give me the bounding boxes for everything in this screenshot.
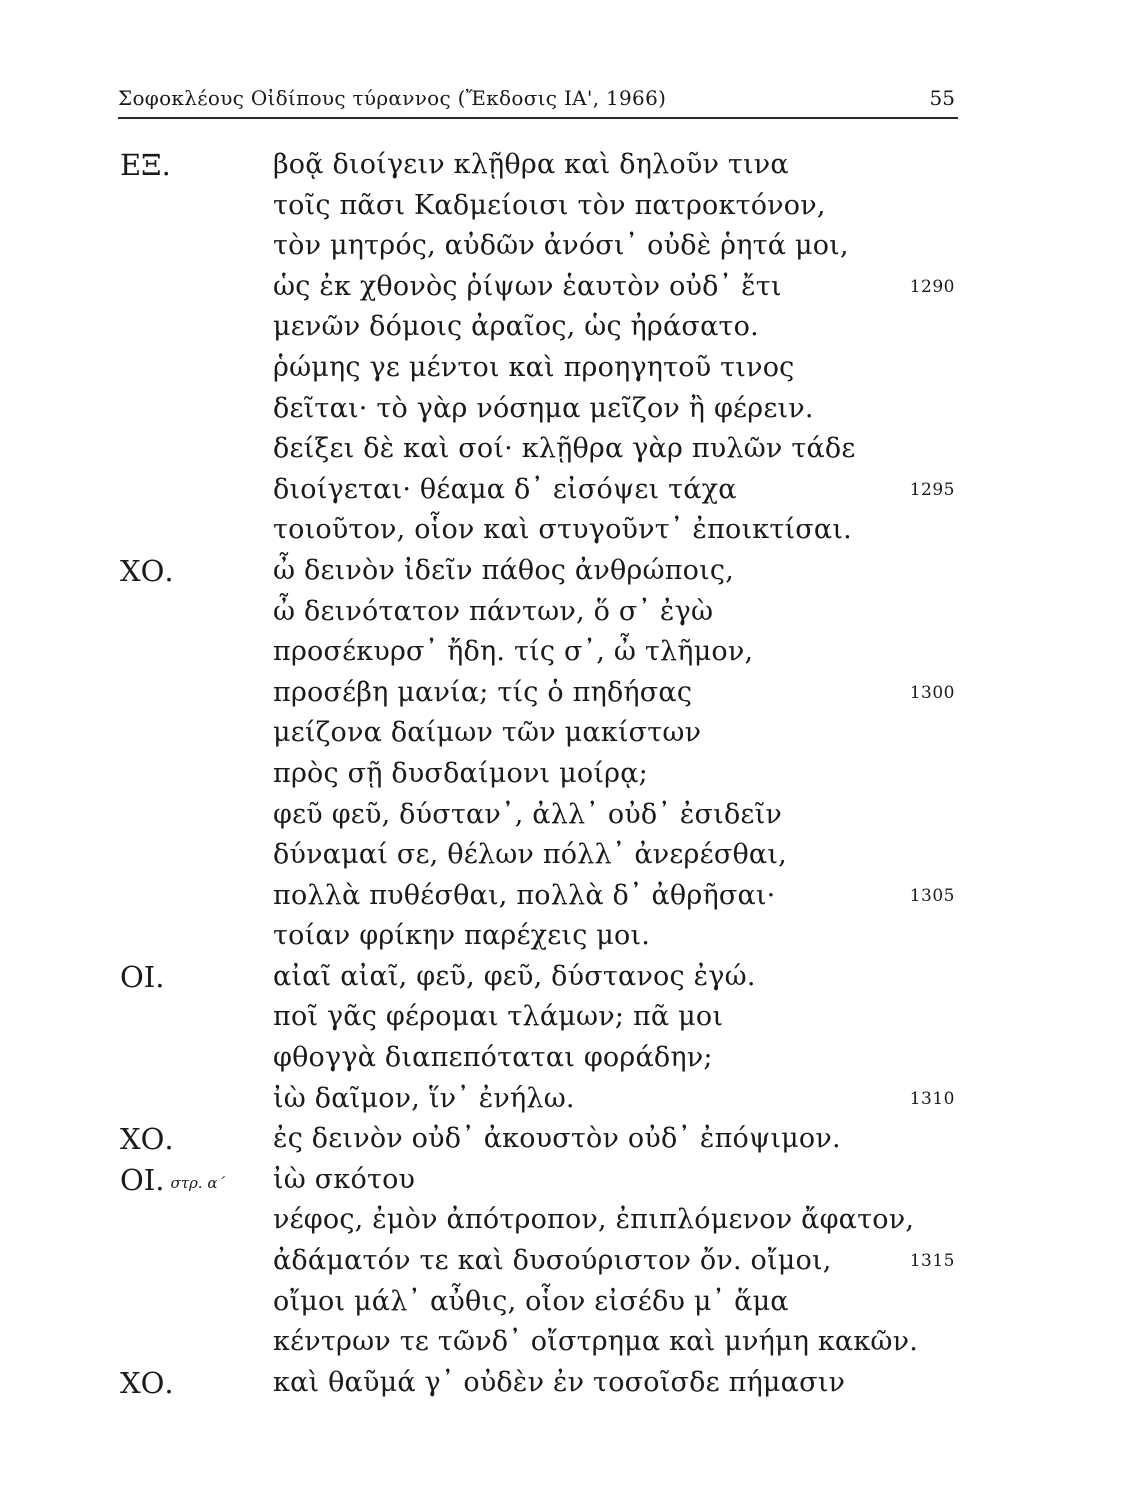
verse-text: πολλὰ πυθέσθαι, πολλὰ δ᾽ ἀθρῆσαι· [273,879,776,911]
verse-text: πρὸς σῇ δυσδαίμονι μοίρᾳ; [273,757,648,789]
speaker-name: ΧΟ. [120,553,174,588]
verse-text: ἰὼ σκότου [273,1163,416,1195]
header-rule [118,117,958,119]
line-number: 1300 [909,682,955,703]
verse-line [0,632,1137,673]
verse-line [0,429,1137,470]
verse-text: κέντρων τε τῶνδ᾽ οἴστρημα καὶ μνήμη κακῶν. [273,1326,919,1358]
verse-text: ποῖ γᾶς φέρομαι τλάμων; πᾶ μοι [273,1001,724,1033]
line-number: 1310 [909,1088,955,1109]
verse-line [0,145,1137,186]
verse-line [0,226,1137,267]
verse-text: αἰαῖ αἰαῖ, φεῦ, φεῦ, δύστανος ἐγώ. [273,960,756,992]
verse-text: δύναμαί σε, θέλων πόλλ᾽ ἀνερέσθαι, [273,839,787,871]
running-header [118,82,955,116]
verse-line [0,835,1137,876]
verse-line [0,551,1137,592]
verse-text: δείξει δὲ καὶ σοί· κλῇθρα γὰρ πυλῶν τάδε [273,433,856,465]
verse-line [0,1038,1137,1079]
line-number: 1290 [909,276,955,297]
verse-line [0,592,1137,633]
verse-line [0,916,1137,957]
verse-text: φεῦ φεῦ, δύσταν᾽, ἀλλ᾽ οὐδ᾽ ἐσιδεῖν [273,798,783,830]
verse-line [0,186,1137,227]
verse-text: ἀδάματόν τε καὶ δυσούριστον ὄν. οἴμοι, [273,1245,832,1277]
verse-line [0,510,1137,551]
verse-text: ὦ δεινότατον πάντων, ὅ σ᾽ ἐγὼ [273,595,714,627]
verse-line [0,307,1137,348]
verse-text: καὶ θαῦμά γ᾽ οὐδὲν ἐν τοσοῖσδε πήμασιν [273,1366,846,1398]
speaker-name: ΟΙ. [120,959,165,994]
verse-text: φθογγὰ διαπεπόταται φοράδην; [273,1042,713,1074]
verse-line [0,1241,1137,1282]
verse-line [0,348,1137,389]
verse-line [0,1363,1137,1404]
speaker-label [120,1119,174,1159]
verse-line [0,795,1137,836]
speaker-name: ΕΞ. [120,148,171,182]
verse-text: ὡς ἐκ χθονὸς ῥίψων ἑαυτὸν οὐδ᾽ ἔτι [273,270,782,302]
speaker-name: ΧΟ. [120,1365,174,1400]
verse-text: μενῶν δόμοις ἀραῖος, ὡς ἠράσατο. [273,311,759,343]
verse-text: δεῖται· τὸ γὰρ νόσημα μεῖζον ἢ φέρειν. [273,392,814,424]
verse-line [0,876,1137,917]
verse-text: οἴμοι μάλ᾽ αὖθις, οἷον εἰσέδυ μ᾽ ἅμα [273,1285,789,1317]
verse-line [0,267,1137,308]
verse-text: τοιοῦτον, οἷον καὶ στυγοῦντ᾽ ἐποικτίσαι. [273,514,852,546]
strophe-note: στρ. α΄ [170,1173,225,1192]
verse-line [0,713,1137,754]
speaker-label [120,957,164,997]
speaker-name: ΧΟ. [120,1122,174,1157]
verse-line [0,1200,1137,1241]
verse-text: προσέβη μανία; τίς ὁ πηδήσας [273,676,693,708]
line-number: 1315 [909,1251,955,1272]
speaker-label [120,145,171,185]
verse-text: τοῖς πᾶσι Καδμείοισι τὸν πατροκτόνον, [273,189,826,221]
verse-text: ῥώμης γε μέντοι καὶ προηγητοῦ τινος [273,351,795,383]
verse-line [0,1160,1137,1201]
verse-line [0,1119,1137,1160]
verse-text: νέφος, ἐμὸν ἀπότροπον, ἐπιπλόμενον ἄφατον, [273,1204,915,1236]
header-title: Σοφοκλέους Οἰδίπους τύραννος (Ἔκδοσις ΙΑ', 1966) [118,86,667,110]
verse-line [0,470,1137,511]
verse-line [0,957,1137,998]
verse-text: βοᾷ διοίγειν κλῇθρα καὶ δηλοῦν τινα [273,149,789,180]
speaker-label [120,1363,174,1403]
verse-text: μείζονα δαίμων τῶν μακίστων [273,717,702,749]
verse-line [0,1282,1137,1323]
verse-line [0,389,1137,430]
speaker-label [120,1160,225,1203]
verse-text: ἐς δεινὸν οὐδ᾽ ἀκουστὸν οὐδ᾽ ἐπόψιμον. [273,1123,841,1155]
line-number: 1295 [909,479,955,500]
verse-line [0,997,1137,1038]
page-number: 55 [929,86,955,110]
line-number: 1305 [909,885,955,906]
verse-text: τοίαν φρίκην παρέχεις μοι. [273,920,651,952]
verse-line [0,754,1137,795]
verse-text: ἰὼ δαῖμον, ἵν᾽ ἐνήλω. [273,1082,575,1114]
verse-line [0,1322,1137,1363]
verse-text: ὦ δεινὸν ἰδεῖν πάθος ἀνθρώποις, [273,554,734,586]
verse-text-block [0,145,1137,1403]
speaker-name: ΟΙ. [120,1162,165,1197]
verse-text: προσέκυρσ᾽ ἤδη. τίς σ᾽, ὦ τλῆμον, [273,636,754,668]
verse-line [0,1079,1137,1120]
verse-text: τὸν μητρός, αὐδῶν ἀνόσι᾽ οὐδὲ ῥητά μοι, [273,230,849,262]
verse-text: διοίγεται· θέαμα δ᾽ εἰσόψει τάχα [273,473,737,505]
verse-line [0,673,1137,714]
speaker-label [120,551,174,591]
